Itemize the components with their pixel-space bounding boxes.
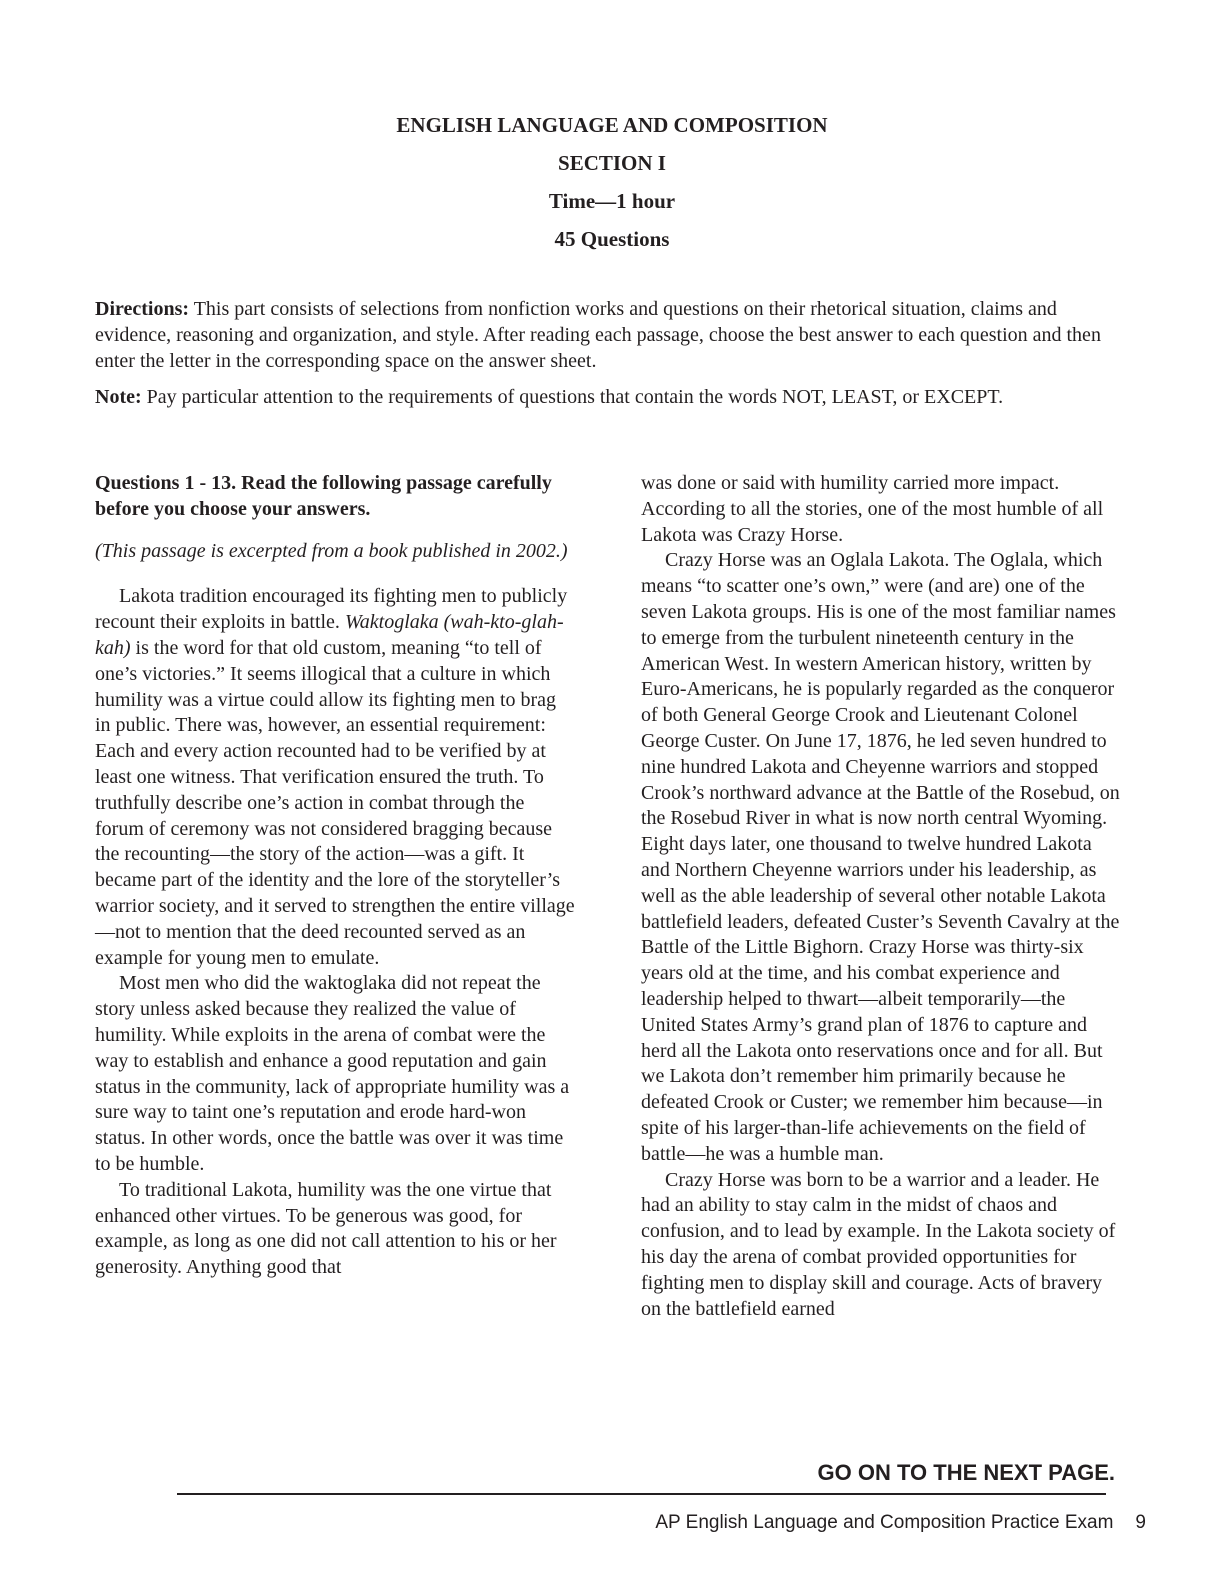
note-text: Pay particular attention to the requirements of questions that contain the words NOT, LEAST, or EXCEPT.: [141, 386, 1004, 408]
passage-left-column: [95, 471, 575, 1281]
exam-header: [0, 106, 1224, 258]
section-label: SECTION I: [558, 151, 666, 175]
directions-text: This part consists of selections from nonfiction works and questions on their rhetorical situation, claims and evidence, reasoning and organization, and style. After reading each passage, choose the best answer to each question and then enter the letter in the corresponding space on the answer sheet.: [95, 298, 1101, 372]
question-count: 45 Questions: [554, 227, 670, 251]
passage-paragraph-3-start: To traditional Lakota, humility was the one virtue that enhanced other virtues. To be generous was good, for example, as long as one did not call attention to his or her generosity. Anything good that: [95, 1178, 557, 1279]
passage-paragraph-3-end: was done or said with humility carried more impact. According to all the stories, one of the most humble of all Lakota was Crazy Horse.: [641, 472, 1104, 546]
note-paragraph: [95, 384, 1125, 410]
page-number: 9: [1135, 1512, 1146, 1533]
paragraph-text: Lakota tradition encouraged its fighting men to publicly recount their exploits in battle.: [95, 585, 568, 634]
questions-heading: Questions 1 - 13. Read the following passage carefully before you choose your answers.: [95, 472, 552, 520]
directions-paragraph: [95, 296, 1125, 374]
italic-term: Waktoglaka (wah-kto-glah-kah): [95, 611, 564, 659]
go-on-notice: GO ON TO THE NEXT PAGE.: [817, 1460, 1115, 1485]
passage-paragraph-5: Crazy Horse was born to be a warrior and a leader. He had an ability to stay calm in the midst of chaos and confusion, and to lead by example. In the Lakota society of his day the arena of combat provided opportunities for fighting men to display skill and courage. Acts of bravery on the battlefield earned: [641, 1168, 1116, 1320]
paragraph-text: is the word for that old custom, meaning “to tell of one’s victories.” It seems illogical that a culture in which humility was a virtue could allow its fighting men to brag in public. There was, however, an essential requirement: Each and every action recounted had to be verified by at least one witness. That verification ensured the truth. To truthfully describe one’s action in combat through the forum of ceremony was not considered bragging because the recounting—the story of the action—was a gift. It became part of the identity and the lore of the storyteller’s warrior society, and it served to strengthen the entire village—not to mention that the deed recounted served as an example for young men to emulate.: [95, 636, 575, 969]
footer-title: AP English Language and Composition Practice Exam: [655, 1512, 1114, 1533]
passage-source-note: (This passage is excerpted from a book published in 2002.): [95, 539, 568, 562]
exam-title: ENGLISH LANGUAGE AND COMPOSITION: [396, 113, 828, 137]
footer-divider: [177, 1493, 1106, 1495]
page-footer: [0, 1512, 1146, 1534]
passage-paragraph-2: Most men who did the waktoglaka did not repeat the story unless asked because they realized the value of humility. While exploits in the arena of combat were the way to establish and enhance a good reputation and gain status in the community, lack of appropriate humility was a sure way to taint one’s reputation and erode hard-won status. In other words, once the battle was over it was time to be humble.: [95, 972, 570, 1175]
note-label: Note:: [95, 386, 142, 408]
passage-paragraph-1: [95, 584, 575, 971]
passage-paragraph-4: Crazy Horse was an Oglala Lakota. The Oglala, which means “to scatter one’s own,” were (and are) one of the seven Lakota groups. His is one of the most familiar names to emerge from the turbulent nineteenth century in the American West. In western American history, written by Euro-Americans, he is popularly regarded as the conqueror of both General George Crook and Lieutenant Colonel George Custer. On June 17, 1876, he led seven hundred to nine hundred Lakota and Cheyenne warriors and stopped Crook’s northward advance at the Battle of the Rosebud, on the Rosebud River in what is now north central Wyoming. Eight days later, one thousand to twelve hundred Lakota and Northern Cheyenne warriors under his leadership, as well as the able leadership of several other notable Lakota battlefield leaders, defeated Custer’s Seventh Cavalry at the Battle of the Little Bighorn. Crazy Horse was thirty-six years old at the time, and his combat experience and leadership helped to thwart—albeit temporarily—the United States Army’s grand plan of 1876 to capture and herd all the Lakota onto reservations once and for all. But we Lakota don’t remember him primarily because he defeated Crook or Custer; we remember him because—in spite of his larger-than-life achievements on the field of battle—he was a humble man.: [641, 549, 1120, 1165]
directions-block: [95, 296, 1125, 420]
passage-right-column: [641, 471, 1121, 1322]
directions-label: Directions:: [95, 298, 190, 320]
time-limit: Time—1 hour: [548, 189, 676, 213]
